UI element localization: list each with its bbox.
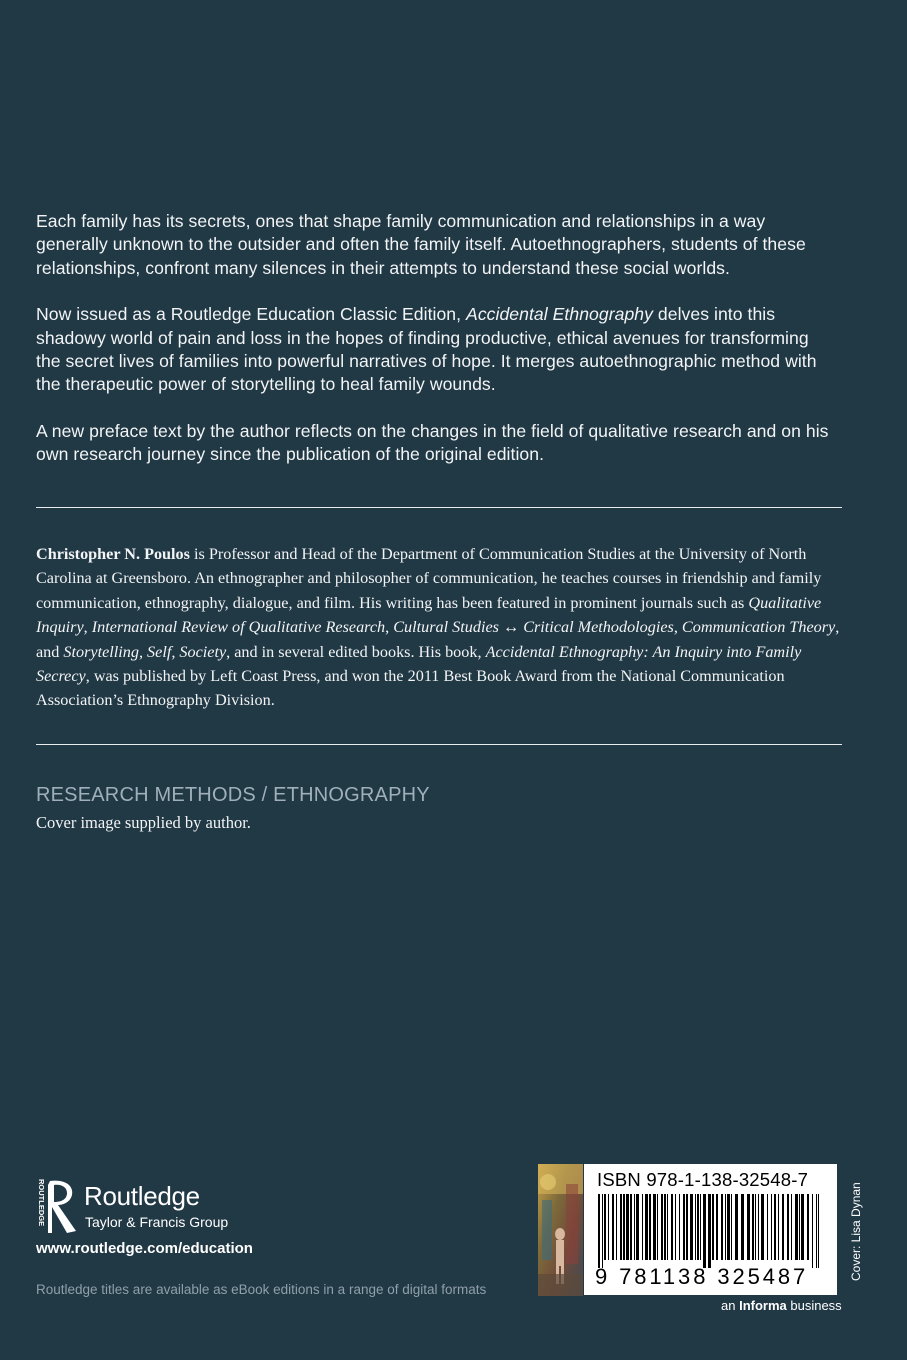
routledge-logo-icon [36,1177,80,1235]
barcode-number: 9 781138 325487 [595,1264,809,1289]
barcode-bar [771,1194,772,1260]
barcode-bar [708,1194,711,1268]
barcode-bar [727,1194,730,1260]
routledge-vertical-mark: ROUTLEDGE [37,1179,46,1227]
barcode-bar [686,1194,688,1260]
author-name: Christopher N. Poulos [36,545,190,563]
barcode-bar [653,1194,656,1260]
barcode-bar [683,1194,685,1260]
barcode-bar [667,1194,668,1260]
blurb-paragraph-3: A new preface text by the author reflects on the changes in the field of qualitative research and on his own research journey since the publication of the original edition. [36,420,829,465]
cover-thumbnail [538,1164,583,1296]
book-title: Accidental Ethnography [466,304,653,325]
barcode-bar [695,1194,696,1260]
barcode-bar [741,1194,744,1260]
barcode-bar [758,1194,759,1260]
barcode-bar [649,1194,651,1260]
barcode-bar [752,1194,754,1260]
barcode-icon [594,1194,826,1268]
subject-category: RESEARCH METHODS / ETHNOGRAPHY [36,784,430,806]
barcode-bar [801,1194,804,1260]
barcode-bar [616,1194,617,1260]
barcode-bar [799,1194,800,1260]
divider-top [36,507,842,508]
barcode-bar [661,1194,663,1260]
barcode-bar [795,1194,798,1260]
barcode-bar [761,1194,764,1260]
barcode-bar [816,1194,817,1268]
barcode-bar [725,1194,726,1260]
barcode-bar [700,1194,701,1260]
barcode-bar [602,1194,603,1268]
barcode-bar [716,1194,718,1260]
barcode-bar [807,1194,809,1260]
publisher-name: Routledge [84,1181,200,1211]
barcode-bar [608,1194,609,1260]
isbn-label: ISBN 978-1-138-32548-7 [597,1169,809,1190]
blurb-paragraph-1: Each family has its secrets, ones that shape family communication and relationships in a way generally unknown to the outsider and often the family itself. Autoethnographers, students of these relationships, confront many silences in their attempts to understand these social worlds. [36,211,806,278]
barcode-bar [731,1194,732,1260]
barcode-bar [735,1194,738,1260]
barcode-bar [812,1194,813,1268]
barcode-bar [782,1194,784,1260]
barcode-bar [623,1194,625,1260]
barcode-bar [612,1194,614,1260]
barcode-bar [604,1194,606,1260]
cover-image-credit: Cover image supplied by author. [36,813,251,832]
barcode-bar [645,1194,648,1260]
barcode-bar [755,1194,756,1260]
barcode-bar [634,1194,635,1260]
barcode-bar [712,1194,714,1260]
informa-tagline: an Informa business [721,1298,842,1313]
blurb [36,210,836,490]
blurb-paragraph-2: Now issued as a Routledge Education Classic Edition, Accidental Ethnography delves into this shadowy world of pain and loss in the hopes of finding productive, ethical avenues for transforming the secret lives of families into powerful narratives of hope. It merges autoethnographic method with the therapeutic power of storytelling to heal family wounds. [36,304,817,395]
barcode-bar [703,1194,706,1268]
barcode-bar [818,1194,819,1268]
barcode-bar [636,1194,639,1260]
barcode-bar [671,1194,673,1260]
barcode-bar [791,1194,792,1260]
divider-bottom [36,744,842,745]
barcode-bar [767,1194,768,1260]
barcode-bar [598,1194,600,1268]
barcode-bar [747,1194,750,1260]
barcode-bar [630,1194,632,1260]
publisher-url[interactable]: www.routledge.com/education [36,1240,253,1257]
barcode-bar [657,1194,658,1260]
barcode-bar [642,1194,643,1260]
barcode-bar [787,1194,789,1260]
barcode-bar [679,1194,680,1260]
barcode-bar [675,1194,676,1260]
barcode-bar [721,1194,723,1260]
barcode-bar [690,1194,693,1260]
cover-designer-credit: Cover: Lisa Dynan [849,1182,863,1281]
barcode-bar [697,1194,699,1260]
barcode-bar [774,1194,776,1260]
publisher-group: Taylor & Francis Group [85,1214,229,1230]
barcode-bar [664,1194,666,1260]
author-bio: Christopher N. Poulos is Professor and Head of the Department of Communication Studies at the University of North Carolina at Greensboro. An ethnographer and philosopher of communication, he teaches courses in friendship and family communication, ethnography, dialogue, and film. His writing has been featured in prominent journals such as Qualitative Inquiry, International Review of Qualitative Research, Cultural Studies ↔ Critical Methodologies, Communication Theory, and Storytelling, Self, Society, and in several edited books. His book, Accidental Ethnography: An Inquiry into Family Secrecy, was published by Left Coast Press, and won the 2011 Best Book Award from the National Communication Association’s Ethnography Division. [36,545,840,710]
barcode-bar [626,1194,629,1260]
ebook-note: Routledge titles are available as eBook editions in a range of digital formats [36,1282,487,1297]
barcode-bar [778,1194,779,1260]
barcode-bar [620,1194,622,1260]
